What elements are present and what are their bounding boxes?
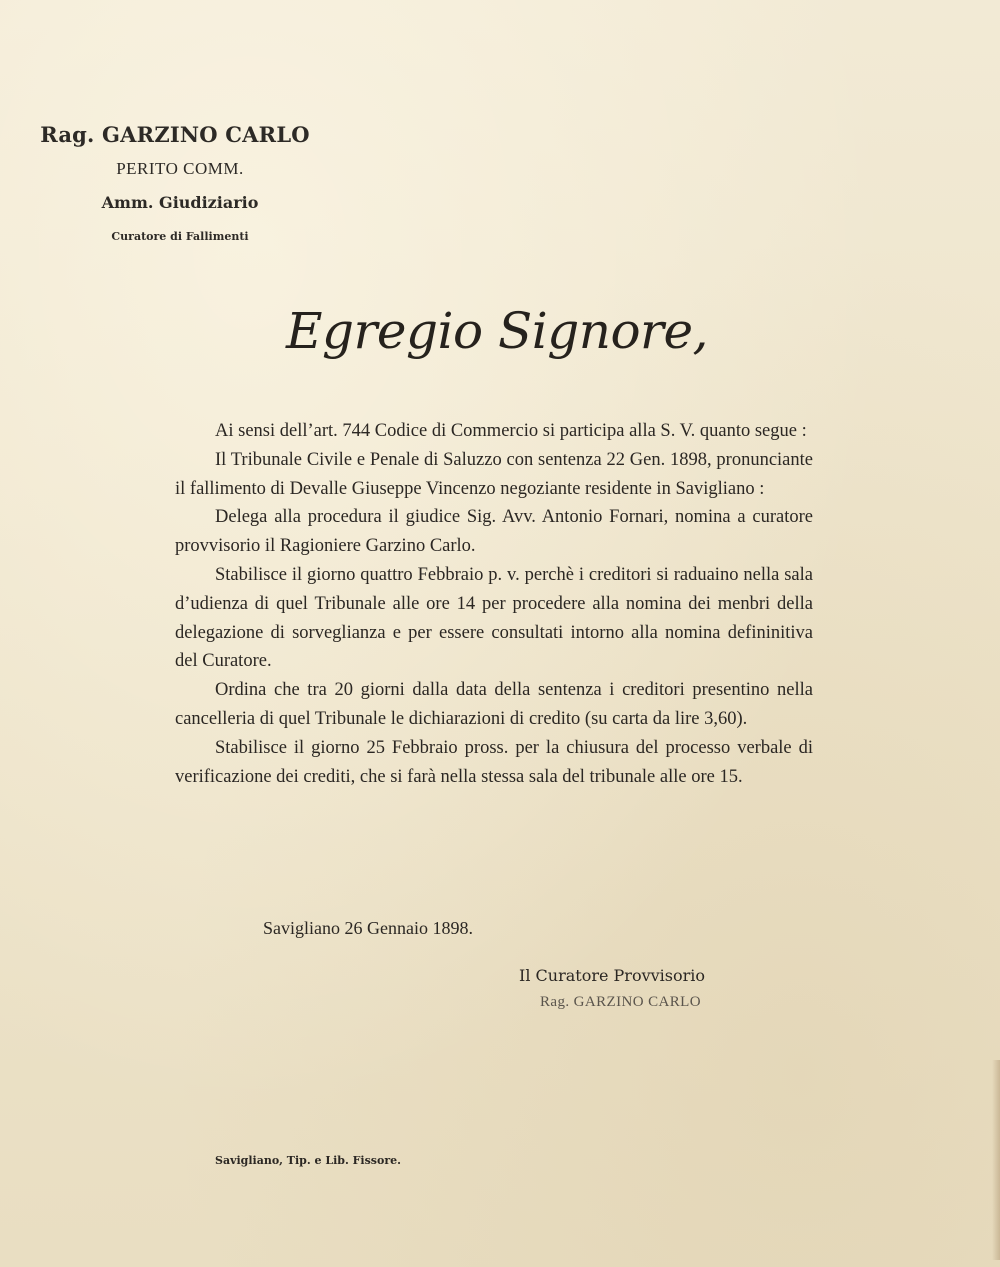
letterhead-name: Rag. GARZINO CARLO — [40, 122, 310, 147]
letterhead-role: Amm. Giudiziario — [101, 193, 259, 212]
body-paragraph: Stabilisce il giorno quattro Febbraio p. v. perchè i creditori si raduaino nella sala d’udienza di quel Tribunale alle ore 14 per procedere alla nomina dei menbri della delegazione di sorveglianza e per essere consultati intorno alla nomina defininitiva del Curatore. — [175, 564, 813, 672]
letterhead-title: PERITO COMM. — [116, 159, 244, 178]
body-paragraph: Stabilisce il giorno 25 Febbraio pross. per la chiusura del processo verbale di verificazione dei crediti, che si farà nella stessa sala del tribunale alle ore 15. — [175, 737, 813, 787]
salutation: Egregio Signore, — [286, 302, 708, 360]
body-paragraph: Delega alla procedura il giudice Sig. Avv. Antonio Fornari, nomina a curatore provvisorio il Ragioniere Garzino Carlo. — [175, 507, 813, 557]
paper-edge-shadow — [992, 1060, 1000, 1260]
body-paragraph: Ai sensi dell’art. 744 Codice di Commercio si participa alla S. V. quanto segue : — [215, 421, 807, 441]
printer-imprint: Savigliano, Tip. e Lib. Fissore. — [215, 1154, 401, 1167]
body-paragraph: Il Tribunale Civile e Penale di Saluzzo con sentenza 22 Gen. 1898, pronunciante il fallimento di Devalle Giuseppe Vincenzo negoziante residente in Savigliano : — [175, 449, 813, 499]
letter-body — [175, 417, 813, 791]
signature-name: Rag. GARZINO CARLO — [540, 994, 701, 1010]
letterhead — [30, 118, 330, 252]
letterhead-subtitle: Curatore di Fallimenti — [111, 230, 249, 243]
signature-role: Il Curatore Provvisorio — [519, 966, 706, 985]
body-paragraph: Ordina che tra 20 giorni dalla data della sentenza i creditori presentino nella cancelleria di quel Tribunale le dichiarazioni di credito (su carta da lire 3,60). — [175, 680, 813, 729]
place-date: Savigliano 26 Gennaio 1898. — [263, 918, 473, 938]
